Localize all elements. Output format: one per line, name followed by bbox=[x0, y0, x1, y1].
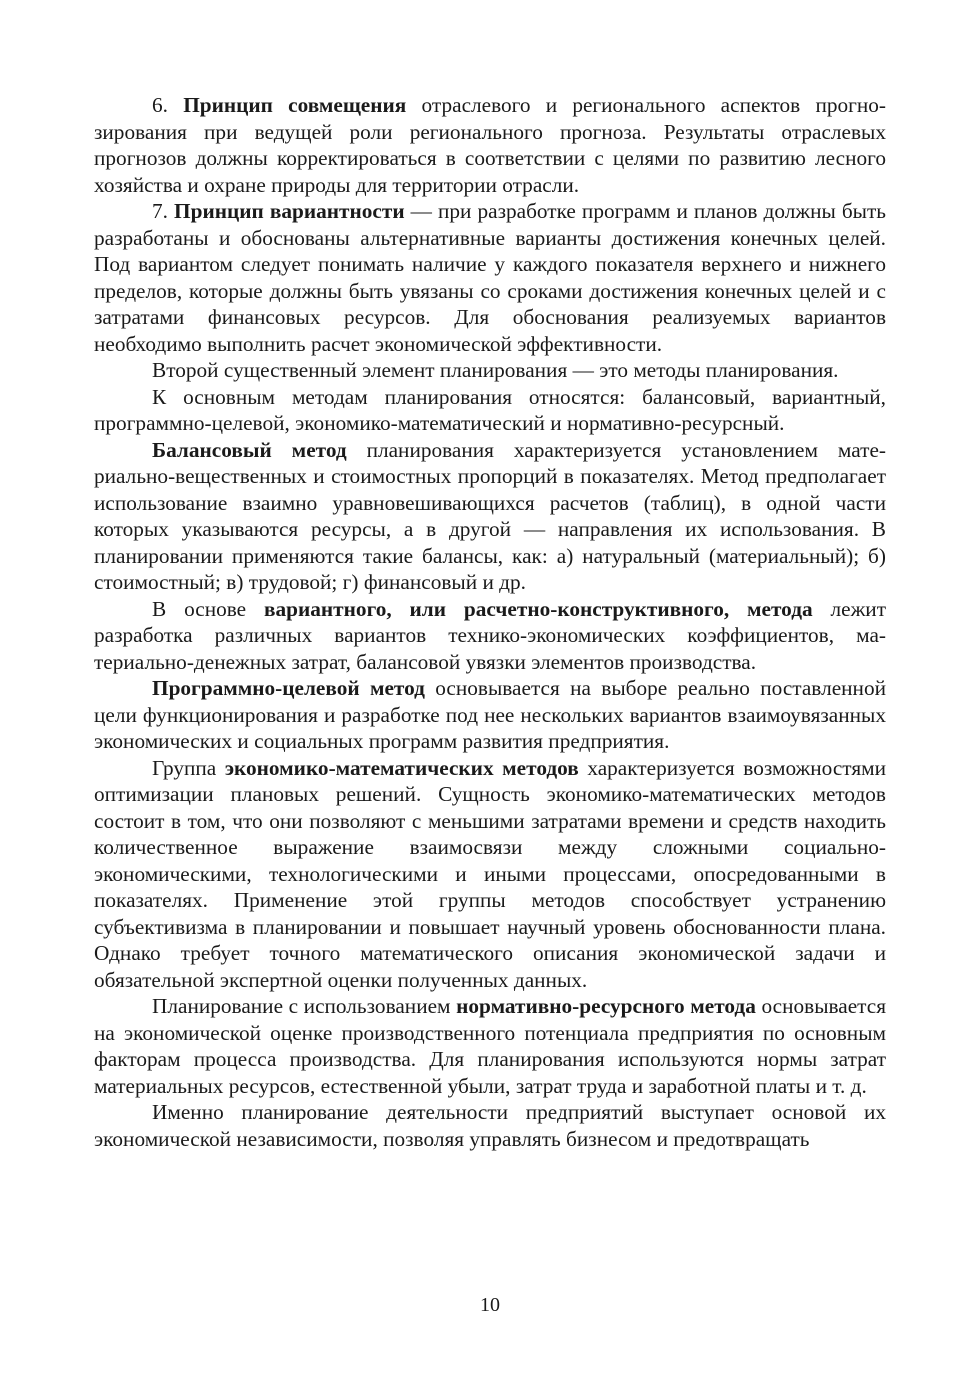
page-number: 10 bbox=[480, 1294, 500, 1316]
paragraph-variant-method: В основе вариантного, или расчетно-конструктивного, метода лежит разработка различных вариантов технико-экономических коэффициентов, материально-денежных затрат, балансовой увязки элементов производства. bbox=[94, 596, 887, 674]
term-variance-principle: Принцип вариантности bbox=[174, 199, 405, 223]
paragraph-normative-resource-method: Планирование с использованием нормативно-ресурсного метода основывается на экономической оценке производственного потенциала предприятия по основным факторам процесса производства. Для планирования используются нормы затрат материальных ресурсов, естественной убыли, затрат труда и заработной платы и т. д. bbox=[94, 994, 886, 1098]
paragraph-balance-method: Балансовый метод планирования характеризуется установлением материально-вещественных и стоимостных пропорций в показателях. Метод предполагает использование взаимно уравновешивающихся расчетов (таблиц), в одной части которых указываются ресурсы, а в другой — направления их использования. В планировании применяются такие балансы, как: а) натуральный (материальный); б) стоимостный; в) трудовой; г) финансовый и др. bbox=[94, 437, 886, 594]
paragraph-methods-list: К основным методам планирования относятся: балансовый, вариантный, программно-целевой, экономико-математический и нормативно-ресурсный. bbox=[94, 384, 886, 435]
paragraph-program-target-method: Программно-целевой метод основывается на выборе реально поставленной цели функционирования и разработке под нее нескольких вариантов взаимоувязанных экономических и социальных программ развития предприятия. bbox=[94, 676, 886, 753]
term-normative-resource-method: нормативно-ресурсного метода bbox=[456, 994, 756, 1018]
term-combination-principle: Принцип совмещения bbox=[183, 93, 407, 117]
term-program-target-method: Программно-целевой метод bbox=[152, 676, 425, 700]
paragraph-principle-6: 6. Принцип совмещения отраслевого и регионального аспектов прогнозирования при ведущей роли регионального прогноза. Результаты отраслевых прогнозов должны корректироваться в соответствии с целями по развитию лесного хозяйства и охране природы для территории отрасли. bbox=[94, 93, 887, 197]
paragraph-economic-math-methods: Группа экономико-математических методов характеризуется возможностями оптимизации плановых решений. Сущность экономико-математических методов состоит в том, что они позволяют с меньшими затратами времени и средств находить количественное выражение взаимосвязи между сложными социально-экономическими, технологическими и иными процессами, опосредованными в показателях. Применение этой группы методов способствует устранению субъективизма в планировании и повышает научный уровень обоснованности плана. Однако требует точного математического описания экономической задачи и обязательной экспертной оценки полученных данных. bbox=[94, 755, 886, 992]
page-body bbox=[94, 92, 886, 1152]
term-balance-method: Балансовый метод bbox=[152, 437, 347, 462]
term-economic-math-methods: экономико-математических методов bbox=[224, 755, 579, 780]
term-variant-method: вариантного, или расчетно-конструктивного, метода bbox=[264, 596, 813, 621]
paragraph-principle-7: 7. Принцип вариантности — при разработке программ и планов должны быть разработаны и обоснованы альтернативные варианты достижения конечных целей. Под вариантом следует понимать наличие у каждого показателя верхнего и нижнего пределов, которые должны быть увязаны со сроками достижения конечных целей и с затратами финансовых ресурсов. Для обоснования реализуемых вариантов необходимо выполнить расчет экономической эффективности. bbox=[94, 199, 886, 356]
paragraph-planning-methods-intro: Второй существенный элемент планирования — это методы планирования. bbox=[152, 358, 839, 382]
paragraph-planning-conclusion: Именно планирование деятельности предприятий выступает основой их экономической независимости, позволяя управлять бизнесом и предотвращать bbox=[94, 1100, 886, 1151]
